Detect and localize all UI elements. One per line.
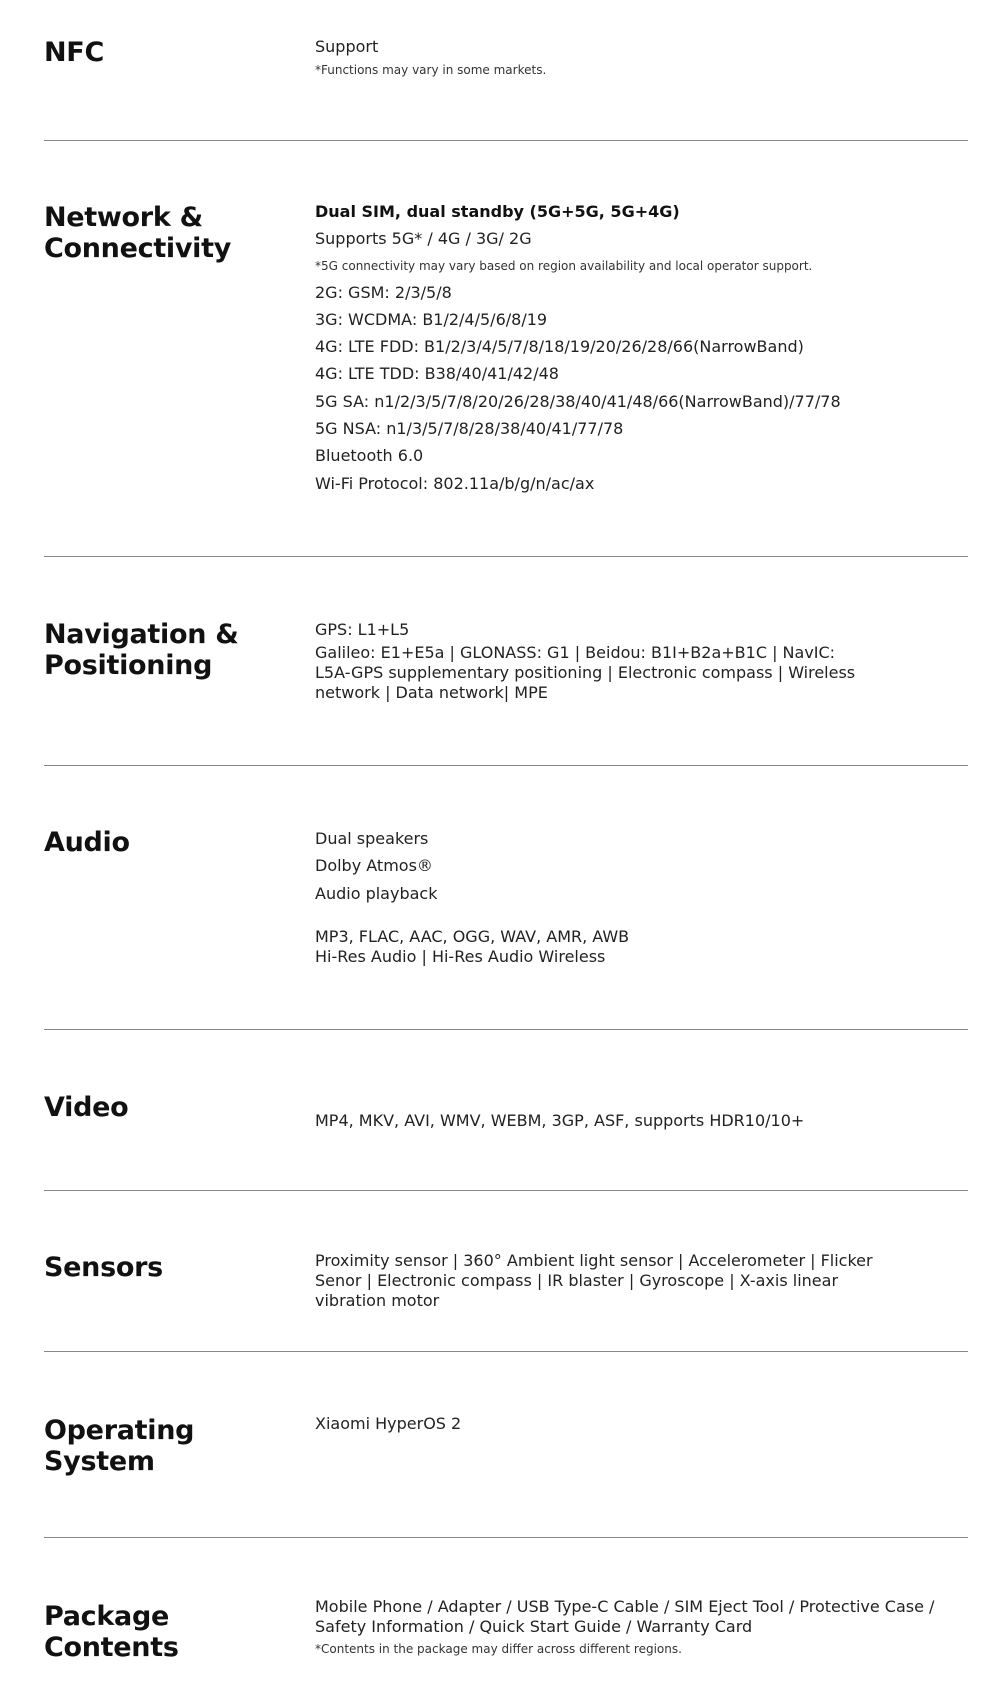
spec-line: Xiaomi HyperOS 2 bbox=[315, 1414, 462, 1433]
spec-paragraph: Proximity sensor | 360° Ambient light sensor | Accelerometer | Flicker Senor | Electronic compass | IR blaster | Gyroscope | X-axis linear vibration motor bbox=[315, 1251, 873, 1310]
footnote: *5G connectivity may vary based on region availability and local operator support. bbox=[315, 258, 813, 273]
spec-line: Bluetooth 6.0 bbox=[315, 446, 424, 466]
spec-line: MP3, FLAC, AAC, OGG, WAV, AMR, AWB bbox=[315, 926, 630, 946]
spec-line: 5G SA: n1/2/3/5/7/8/20/26/28/38/40/41/48/66(NarrowBand)/77/78 bbox=[315, 391, 841, 411]
section-content bbox=[315, 1107, 935, 1134]
section-title: Audio bbox=[44, 827, 130, 858]
spec-line: 4G: LTE FDD: B1/2/3/4/5/7/8/18/19/20/26/28/66(NarrowBand) bbox=[315, 337, 804, 357]
title-line: Network & bbox=[44, 202, 203, 233]
spec-line: 2G: GSM: 2/3/5/8 bbox=[315, 282, 452, 302]
spacer bbox=[315, 907, 935, 927]
section-content bbox=[315, 33, 935, 80]
spec-line: MP4, MKV, AVI, WMV, WEBM, 3GP, ASF, supports HDR10/10+ bbox=[315, 1111, 805, 1130]
spec-line: 5G NSA: n1/3/5/7/8/28/38/40/41/77/78 bbox=[315, 419, 624, 439]
section-content bbox=[315, 616, 935, 703]
spec-line: Hi-Res Audio | Hi-Res Audio Wireless bbox=[315, 946, 606, 966]
footnote: *Functions may vary in some markets. bbox=[315, 63, 547, 78]
title-line: Operating bbox=[44, 1415, 195, 1446]
spec-line: 4G: LTE TDD: B38/40/41/42/48 bbox=[315, 364, 559, 384]
spec-heading: Dual SIM, dual standby (5G+5G, 5G+4G) bbox=[315, 202, 680, 221]
section-content bbox=[315, 1251, 935, 1311]
section-divider bbox=[44, 1029, 968, 1030]
spec-line: 3G: WCDMA: B1/2/4/5/6/8/19 bbox=[315, 309, 548, 329]
title-line: Package bbox=[44, 1601, 170, 1632]
section-title bbox=[44, 202, 284, 264]
section-divider bbox=[44, 1190, 968, 1191]
section-divider bbox=[44, 1537, 968, 1538]
title-line: System bbox=[44, 1446, 155, 1477]
section-title bbox=[44, 1415, 284, 1477]
title-line: Navigation & bbox=[44, 619, 239, 650]
title-line: Positioning bbox=[44, 650, 213, 681]
spec-paragraph: Mobile Phone / Adapter / USB Type-C Cable / SIM Eject Tool / Protective Case / Safety Information / Quick Start Guide / Warranty Card bbox=[315, 1597, 935, 1636]
section-content bbox=[315, 825, 935, 967]
spec-line: Dual speakers bbox=[315, 829, 429, 848]
section-content bbox=[315, 1410, 935, 1437]
section-title bbox=[44, 1601, 284, 1663]
spec-line: Support bbox=[315, 37, 379, 56]
spec-line: GPS: L1+L5 bbox=[315, 620, 410, 639]
footnote: *Contents in the package may differ across different regions. bbox=[315, 1642, 682, 1656]
section-title: NFC bbox=[44, 37, 104, 68]
spec-line: Supports 5G* / 4G / 3G/ 2G bbox=[315, 229, 532, 249]
title-line: Connectivity bbox=[44, 233, 232, 264]
section-title: Sensors bbox=[44, 1252, 163, 1283]
section-divider bbox=[44, 140, 968, 141]
title-line: Contents bbox=[44, 1632, 179, 1663]
section-content bbox=[315, 1597, 955, 1661]
section-divider bbox=[44, 1351, 968, 1352]
section-content bbox=[315, 198, 935, 497]
section-divider bbox=[44, 556, 968, 557]
section-title bbox=[44, 619, 284, 681]
spec-line: Wi-Fi Protocol: 802.11a/b/g/n/ac/ax bbox=[315, 473, 595, 493]
spec-paragraph: Galileo: E1+E5a | GLONASS: G1 | Beidou: B1I+B2a+B1C | NavIC: L5A-GPS supplementary positioning | Electronic compass | Wireless network | Data network| MPE bbox=[315, 643, 856, 703]
section-title: Video bbox=[44, 1092, 129, 1123]
section-divider bbox=[44, 765, 968, 766]
spec-line: Audio playback bbox=[315, 883, 438, 903]
spec-line: Dolby Atmos® bbox=[315, 856, 433, 876]
